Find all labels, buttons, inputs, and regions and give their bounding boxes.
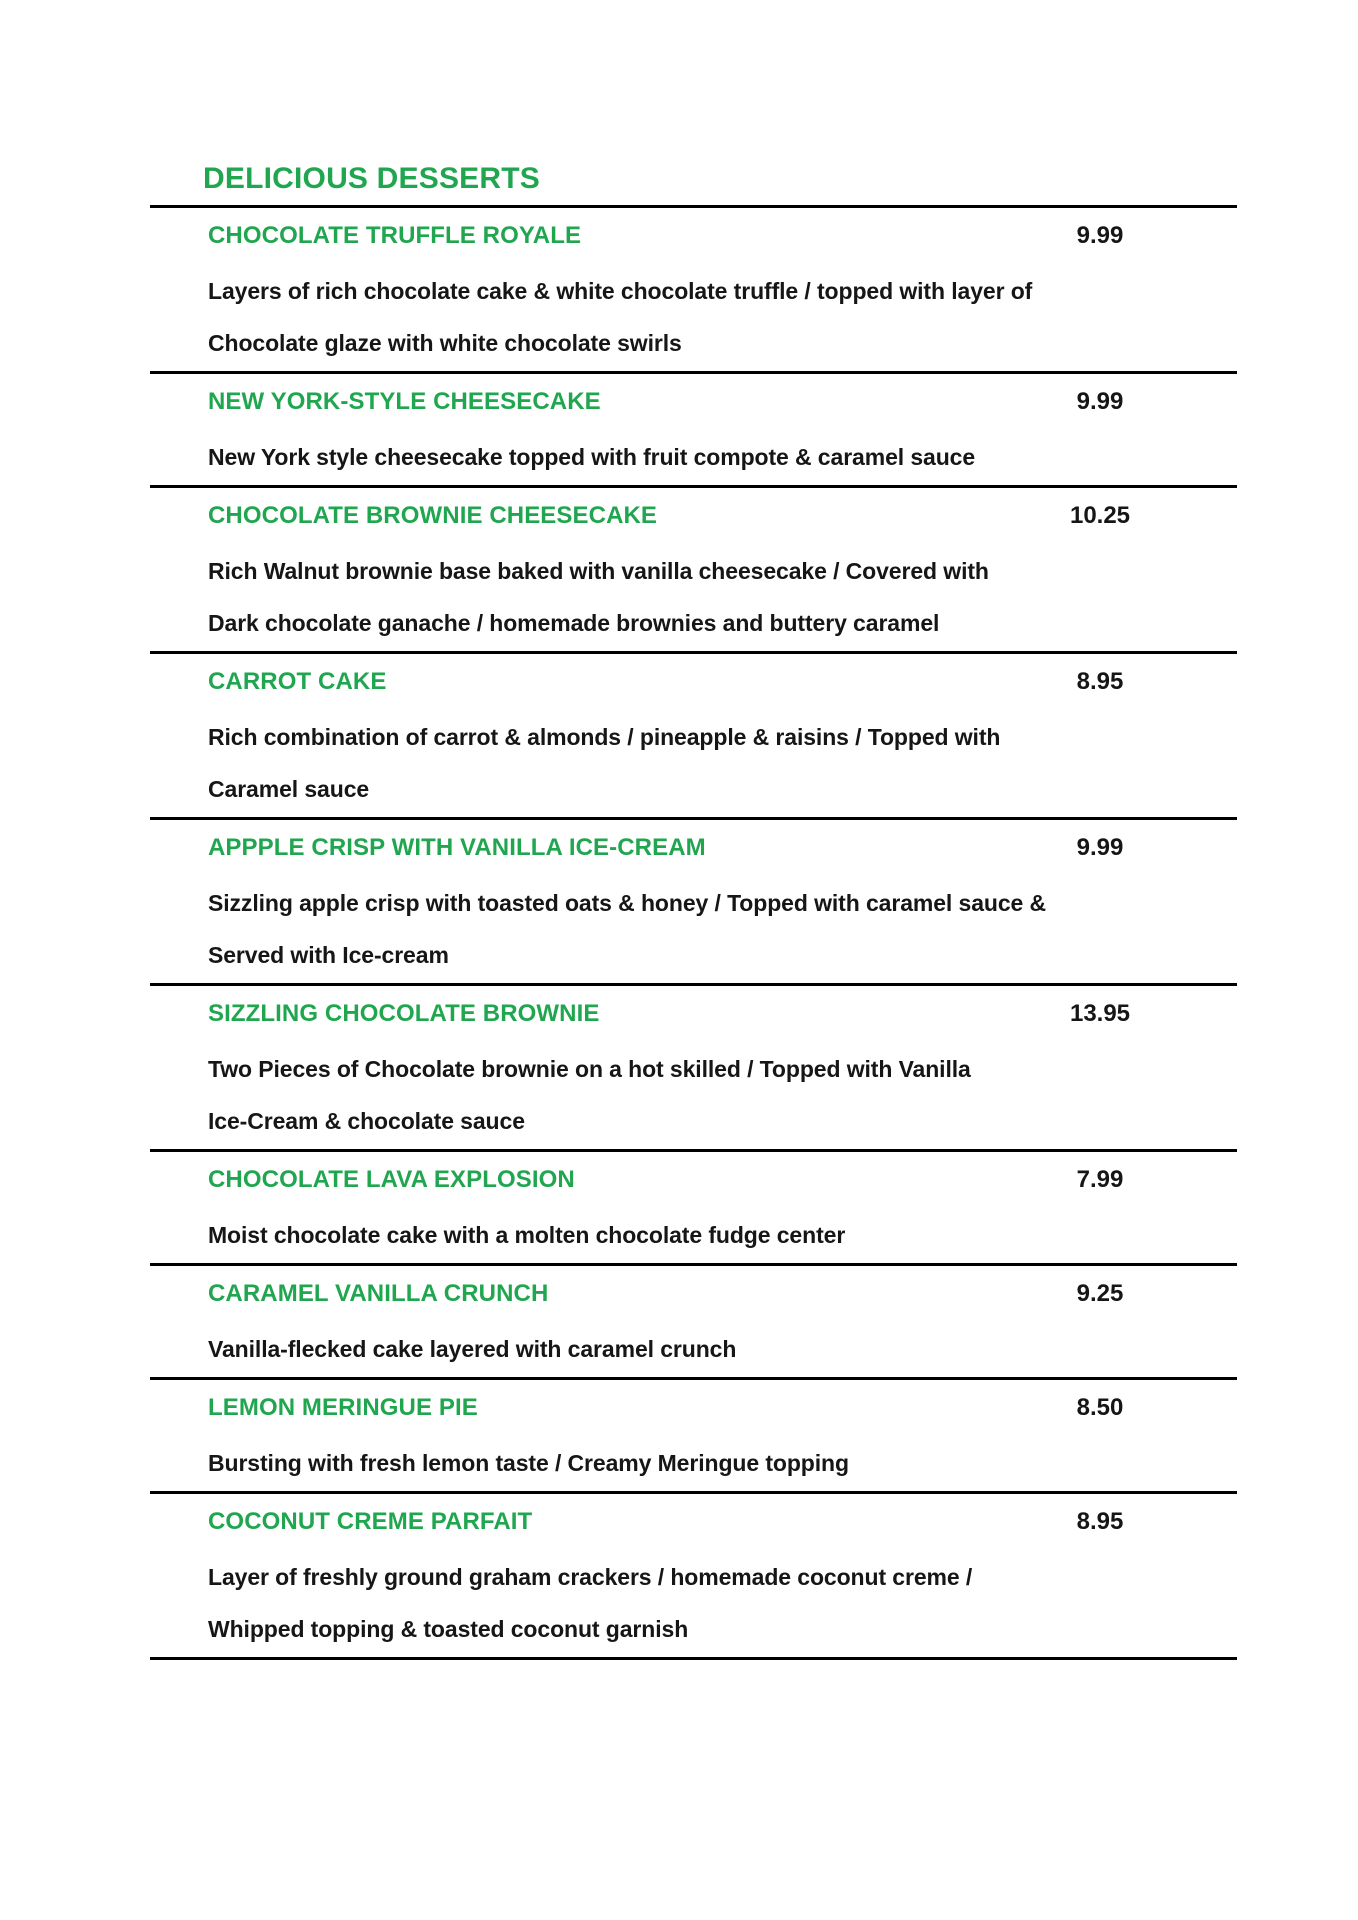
item-description bbox=[208, 1437, 1237, 1491]
item-description bbox=[208, 545, 1237, 651]
item-description-line: Sizzling apple crisp with toasted oats & honey / Topped with caramel sauce & bbox=[208, 890, 1047, 916]
item-description bbox=[208, 1323, 1237, 1377]
item-description-line: Dark chocolate ganache / homemade brownies and buttery caramel bbox=[208, 610, 940, 636]
item-name: COCONUT CREME PARFAIT bbox=[208, 1508, 533, 1535]
menu-items-list bbox=[150, 208, 1237, 1660]
menu-item bbox=[150, 1152, 1237, 1266]
menu-item-title-row bbox=[208, 1380, 1237, 1437]
item-description-line: New York style cheesecake topped with fruit compote & caramel sauce bbox=[208, 444, 976, 470]
item-description-line: Served with Ice-cream bbox=[208, 942, 449, 968]
item-description-line: Moist chocolate cake with a molten chocolate fudge center bbox=[208, 1222, 846, 1248]
item-description bbox=[208, 431, 1237, 485]
item-price: 9.99 bbox=[1076, 388, 1124, 415]
item-description bbox=[208, 711, 1237, 817]
item-price: 9.99 bbox=[1076, 222, 1124, 249]
menu-item-title-row bbox=[208, 1494, 1237, 1551]
menu-item bbox=[150, 1380, 1237, 1494]
menu-item-title-row bbox=[208, 208, 1237, 265]
dessert-menu-page bbox=[150, 153, 1237, 1660]
item-description-line: Ice-Cream & chocolate sauce bbox=[208, 1108, 525, 1134]
item-price: 8.95 bbox=[1076, 1508, 1124, 1535]
item-price: 10.25 bbox=[1069, 502, 1131, 529]
item-price: 8.50 bbox=[1076, 1394, 1124, 1421]
item-price: 7.99 bbox=[1076, 1166, 1124, 1193]
item-name: CHOCOLATE TRUFFLE ROYALE bbox=[208, 222, 582, 249]
item-description-line: Caramel sauce bbox=[208, 776, 370, 802]
item-description bbox=[208, 265, 1237, 371]
menu-item bbox=[150, 986, 1237, 1152]
menu-item bbox=[150, 654, 1237, 820]
menu-item bbox=[150, 820, 1237, 986]
item-description bbox=[208, 1209, 1237, 1263]
item-description-line: Chocolate glaze with white chocolate swirls bbox=[208, 330, 682, 356]
menu-item-title-row bbox=[208, 1152, 1237, 1209]
item-description-line: Rich combination of carrot & almonds / pineapple & raisins / Topped with bbox=[208, 724, 1001, 750]
menu-item bbox=[150, 488, 1237, 654]
menu-item-title-row bbox=[208, 374, 1237, 431]
item-name: CHOCOLATE BROWNIE CHEESECAKE bbox=[208, 502, 658, 529]
item-name: CARAMEL VANILLA CRUNCH bbox=[208, 1280, 549, 1307]
item-description bbox=[208, 877, 1237, 983]
item-price: 13.95 bbox=[1069, 1000, 1131, 1027]
item-description-line: Whipped topping & toasted coconut garnish bbox=[208, 1616, 689, 1642]
item-price: 9.99 bbox=[1076, 834, 1124, 861]
menu-section-title: DELICIOUS DESSERTS bbox=[203, 162, 540, 195]
menu-item-title-row bbox=[208, 488, 1237, 545]
item-name: CHOCOLATE LAVA EXPLOSION bbox=[208, 1166, 575, 1193]
item-description-line: Vanilla-flecked cake layered with caramel crunch bbox=[208, 1336, 737, 1362]
item-description-line: Bursting with fresh lemon taste / Creamy Meringue topping bbox=[208, 1450, 849, 1476]
item-name: NEW YORK-STYLE CHEESECAKE bbox=[208, 388, 601, 415]
menu-item bbox=[150, 1266, 1237, 1380]
menu-header bbox=[150, 153, 1237, 208]
item-name: SIZZLING CHOCOLATE BROWNIE bbox=[208, 1000, 600, 1027]
menu-item-title-row bbox=[208, 820, 1237, 877]
item-description-line: Two Pieces of Chocolate brownie on a hot skilled / Topped with Vanilla bbox=[208, 1056, 971, 1082]
menu-item-title-row bbox=[208, 1266, 1237, 1323]
menu-item-title-row bbox=[208, 986, 1237, 1043]
item-name: CARROT CAKE bbox=[208, 668, 387, 695]
item-name: APPPLE CRISP WITH VANILLA ICE-CREAM bbox=[208, 834, 706, 861]
menu-item bbox=[150, 1494, 1237, 1660]
item-description bbox=[208, 1551, 1237, 1657]
menu-item-title-row bbox=[208, 654, 1237, 711]
item-description bbox=[208, 1043, 1237, 1149]
item-description-line: Layer of freshly ground graham crackers / homemade coconut creme / bbox=[208, 1564, 973, 1590]
menu-item bbox=[150, 374, 1237, 488]
item-price: 8.95 bbox=[1076, 668, 1124, 695]
item-name: LEMON MERINGUE PIE bbox=[208, 1394, 478, 1421]
item-description-line: Layers of rich chocolate cake & white chocolate truffle / topped with layer of bbox=[208, 278, 1033, 304]
menu-item bbox=[150, 208, 1237, 374]
item-description-line: Rich Walnut brownie base baked with vanilla cheesecake / Covered with bbox=[208, 558, 989, 584]
item-price: 9.25 bbox=[1076, 1280, 1124, 1307]
